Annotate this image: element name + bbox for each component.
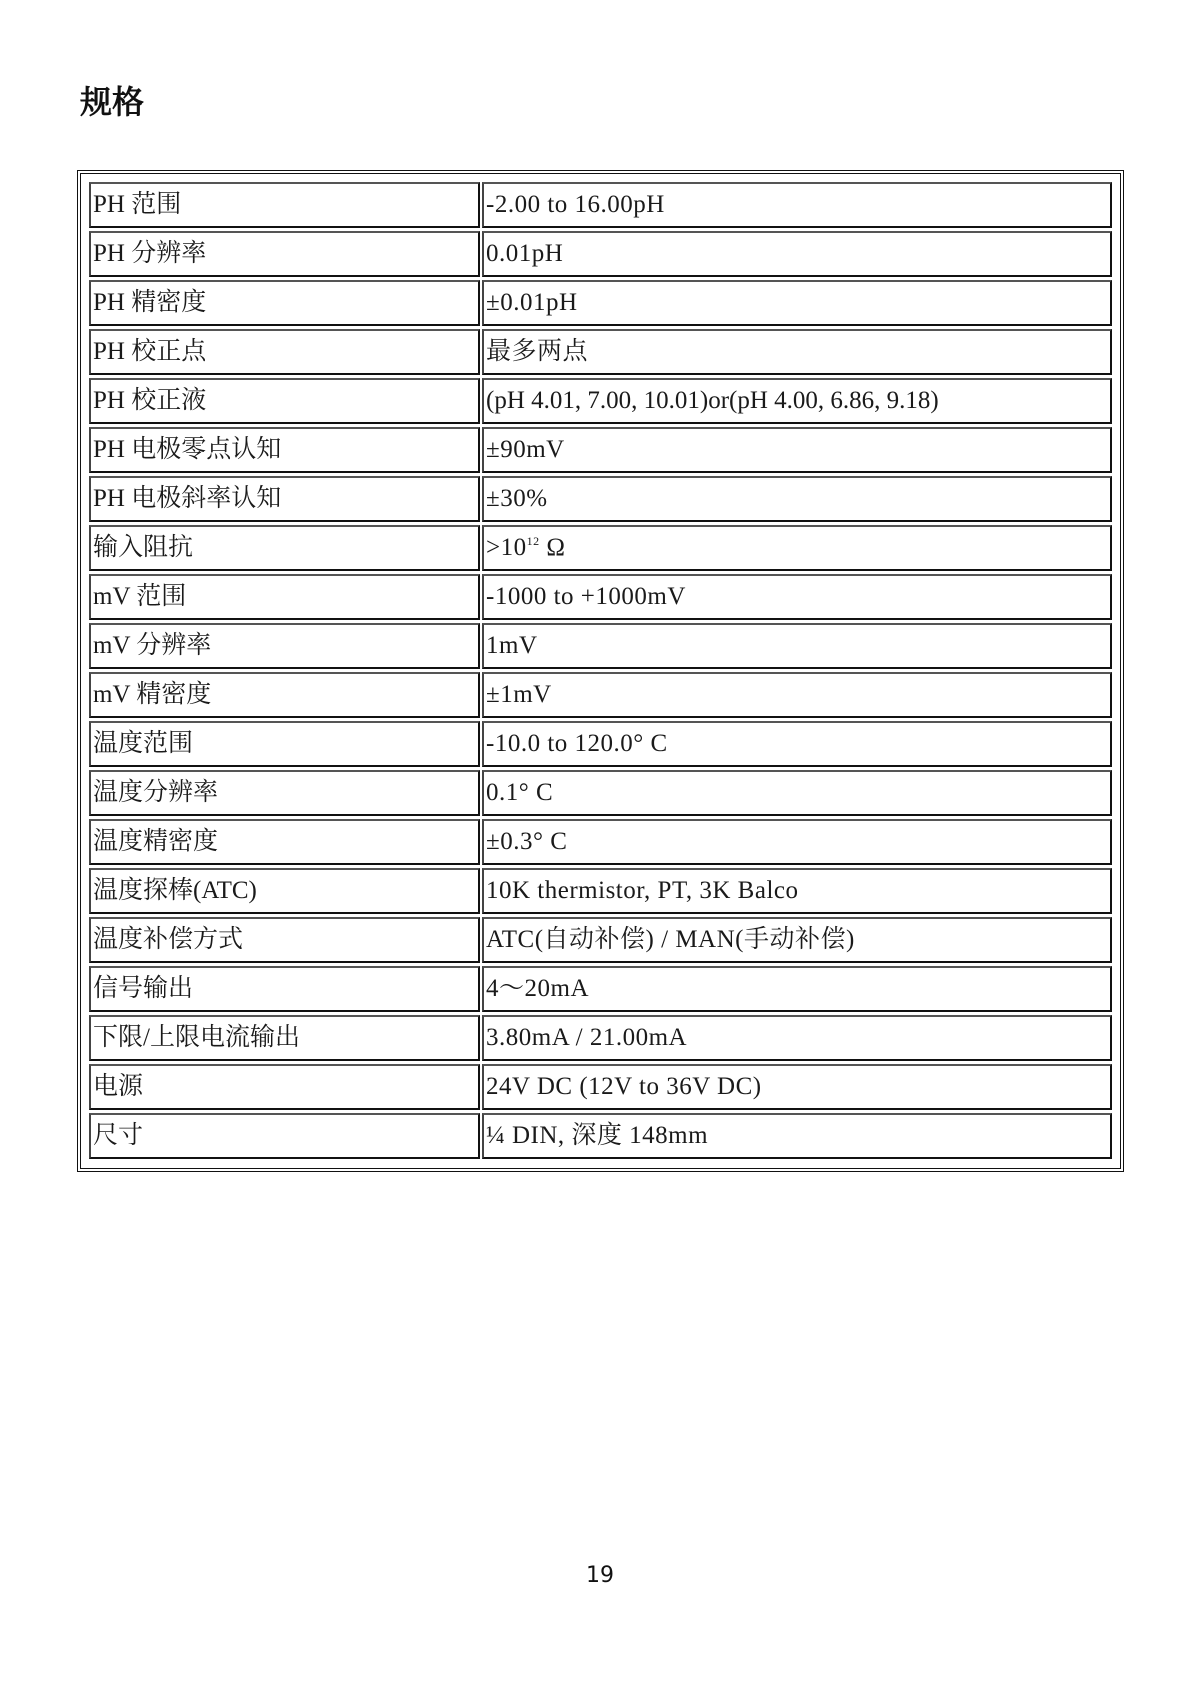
spec-label: 温度补偿方式 <box>89 917 480 963</box>
impedance-base: >10 <box>486 534 527 561</box>
spec-value: 3.80mA / 21.00mA <box>482 1015 1112 1061</box>
ohm-unit: Ω <box>539 534 566 561</box>
spec-label: PH 校正点 <box>89 329 480 375</box>
table-row <box>89 476 1112 522</box>
spec-value: -10.0 to 120.0° C <box>482 721 1112 767</box>
spec-label: PH 电极零点认知 <box>89 427 480 473</box>
table-row <box>89 574 1112 620</box>
spec-label: mV 精密度 <box>89 672 480 718</box>
spec-value: (pH 4.01, 7.00, 10.01)or(pH 4.00, 6.86, 9.18) <box>482 378 1112 424</box>
spec-value: 0.01pH <box>482 231 1112 277</box>
spec-value: 0.1° C <box>482 770 1112 816</box>
spec-label: PH 范围 <box>89 182 480 228</box>
spec-value: 24V DC (12V to 36V DC) <box>482 1064 1112 1110</box>
table-row <box>89 819 1112 865</box>
spec-value: ±30% <box>482 476 1112 522</box>
spec-label: 温度探棒(ATC) <box>89 868 480 914</box>
spec-value: ±0.3° C <box>482 819 1112 865</box>
table-row <box>89 721 1112 767</box>
spec-label: 尺寸 <box>89 1113 480 1159</box>
table-row <box>89 231 1112 277</box>
spec-value: 4～20mA <box>482 966 1112 1012</box>
spec-label: 下限/上限电流输出 <box>89 1015 480 1061</box>
spec-label: PH 分辨率 <box>89 231 480 277</box>
page-number: 19 <box>586 1563 614 1588</box>
table-row <box>89 770 1112 816</box>
table-row <box>89 525 1112 571</box>
spec-value: ±1mV <box>482 672 1112 718</box>
spec-label: PH 电极斜率认知 <box>89 476 480 522</box>
spec-value: -1000 to +1000mV <box>482 574 1112 620</box>
table-row <box>89 280 1112 326</box>
spec-label: 温度精密度 <box>89 819 480 865</box>
spec-label: 温度分辨率 <box>89 770 480 816</box>
spec-value: ATC(自动补偿) / MAN(手动补偿) <box>482 917 1112 963</box>
spec-label: PH 校正液 <box>89 378 480 424</box>
spec-label: 信号输出 <box>89 966 480 1012</box>
table-row <box>89 868 1112 914</box>
table-row <box>89 917 1112 963</box>
spec-value: 1mV <box>482 623 1112 669</box>
impedance-exponent: 12 <box>526 534 540 548</box>
spec-label: mV 分辨率 <box>89 623 480 669</box>
table-row <box>89 378 1112 424</box>
spec-value: 最多两点 <box>482 329 1112 375</box>
table-row <box>89 1064 1112 1110</box>
spec-value <box>482 525 1112 571</box>
spec-value: ±90mV <box>482 427 1112 473</box>
table-row <box>89 623 1112 669</box>
table-row <box>89 182 1112 228</box>
page-title: 规格 <box>80 83 145 121</box>
spec-value: -2.00 to 16.00pH <box>482 182 1112 228</box>
spec-label: 电源 <box>89 1064 480 1110</box>
spec-label: mV 范围 <box>89 574 480 620</box>
spec-label: PH 精密度 <box>89 280 480 326</box>
spec-table-frame <box>77 170 1124 1172</box>
spec-value: 10K thermistor, PT, 3K Balco <box>482 868 1112 914</box>
table-row <box>89 966 1112 1012</box>
spec-value: ±0.01pH <box>482 280 1112 326</box>
table-row <box>89 329 1112 375</box>
spec-value: ¼ DIN, 深度 148mm <box>482 1113 1112 1159</box>
table-row <box>89 427 1112 473</box>
table-row <box>89 1113 1112 1159</box>
table-row <box>89 1015 1112 1061</box>
spec-label: 输入阻抗 <box>89 525 480 571</box>
spec-table <box>87 179 1114 1162</box>
spec-label: 温度范围 <box>89 721 480 767</box>
table-row <box>89 672 1112 718</box>
